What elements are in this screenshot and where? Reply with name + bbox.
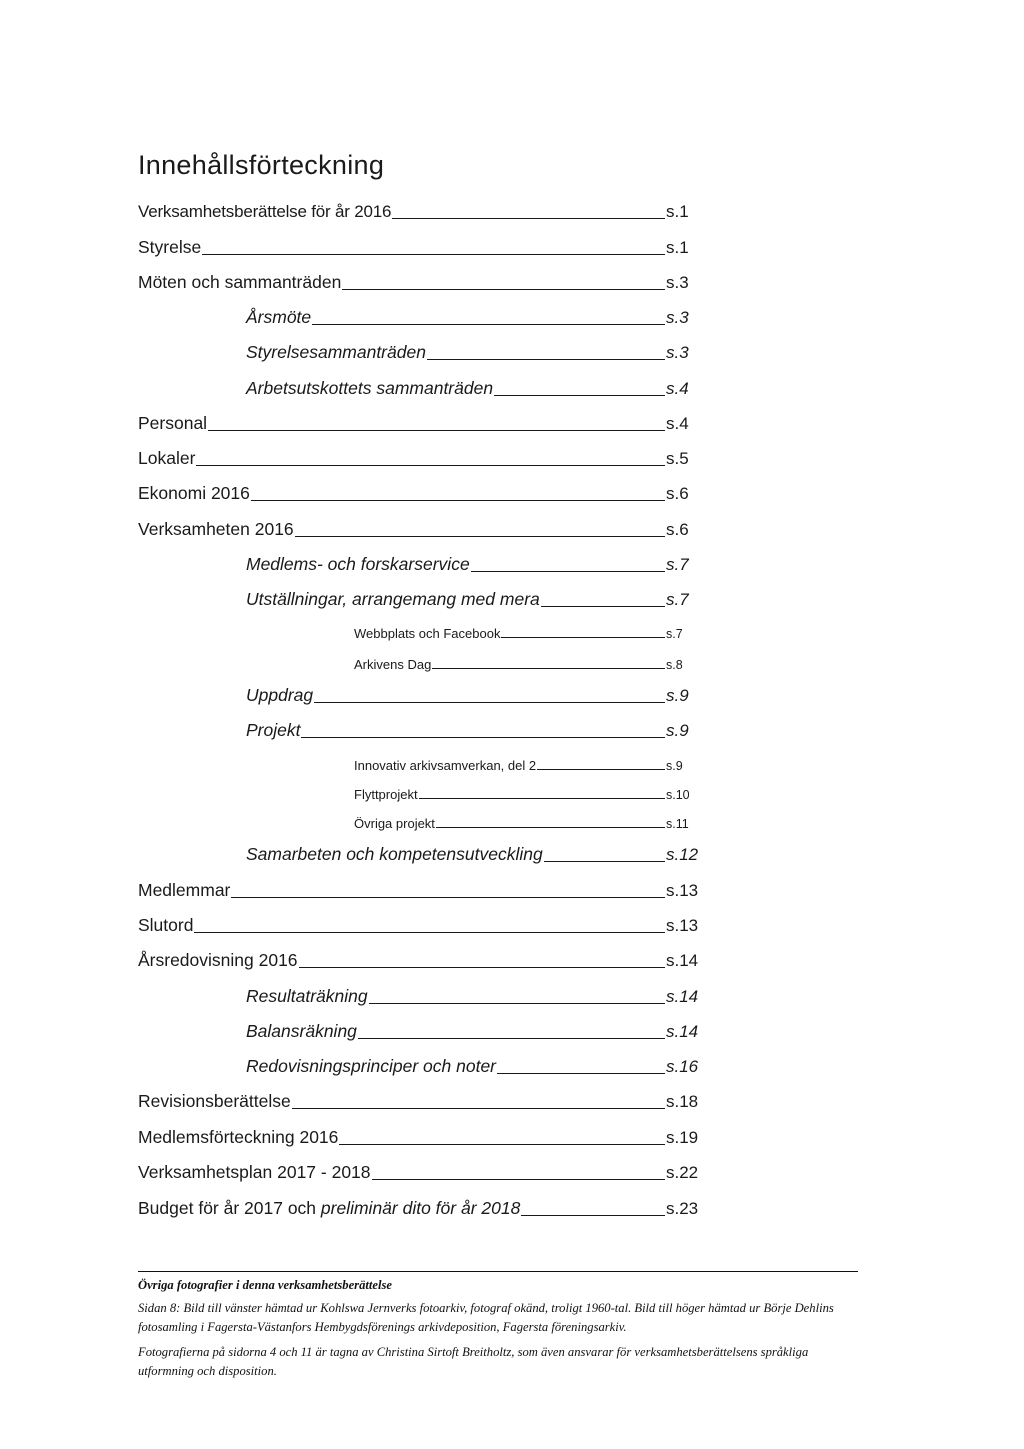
toc-leader-line: [358, 1038, 665, 1039]
toc-entry-page: s.6: [666, 520, 689, 539]
toc-entry-label: Styrelsesammanträden: [246, 342, 426, 362]
toc-leader-line: [427, 359, 665, 360]
toc-leader-line: [497, 1073, 665, 1074]
page-title: Innehållsförteckning: [138, 150, 385, 180]
footnote-paragraph-2: Fotografierna på sidorna 4 och 11 är tagna av Christina Sirtoft Breitholtz, som även ansvarar för verksamhetsberättelsens språkliga utformning och disposition.: [138, 1345, 809, 1378]
toc-entry[interactable]: [138, 478, 696, 504]
toc-entry-page: s.9: [666, 759, 683, 773]
toc-entry[interactable]: [138, 443, 696, 469]
toc-leader-line: [494, 395, 665, 396]
toc-entry-label: Möten och sammanträden: [138, 272, 342, 292]
toc-leader-line: [419, 798, 665, 799]
toc-entry-label: Projekt: [246, 720, 301, 740]
toc-entry-page: s.5: [666, 449, 689, 468]
toc-entry[interactable]: [138, 875, 699, 901]
toc-entry[interactable]: [246, 1016, 699, 1042]
toc-entry[interactable]: [138, 1157, 699, 1183]
toc-entry[interactable]: [138, 1122, 699, 1148]
footnote-divider: [138, 1271, 858, 1272]
toc-entry-label: Medlemsförteckning 2016: [138, 1127, 339, 1147]
toc-entry[interactable]: [246, 584, 696, 610]
toc-entry-page: s.12: [666, 845, 699, 864]
toc-leader-line: [312, 324, 665, 325]
toc-entry-label: Medlems- och forskarservice: [246, 554, 470, 574]
toc-leader-line: [208, 430, 665, 431]
toc-leader-line: [471, 571, 665, 572]
toc-entry-page: s.14: [666, 951, 699, 970]
toc-entry-label: Uppdrag: [246, 685, 314, 705]
toc-entry-page: s.3: [666, 273, 689, 292]
toc-entry-label: Slutord: [138, 915, 194, 935]
toc-entry-label: Medlemmar: [138, 880, 231, 900]
toc-leader-line: [292, 1108, 665, 1109]
footnote-paragraph-1: Sidan 8: Bild till vänster hämtad ur Kohlswa Jernverks fotoarkiv, fotograf okänd, troligt 1960-tal. Bild till höger hämtad ur Börje Dehlins fotosamling i Fagersta-Västanfors Hembygdsförenings arkivdeposition, Fagersta föreningsarkiv.: [138, 1301, 834, 1334]
footnote-heading: Övriga fotografier i denna verksamhetsberättelse: [138, 1278, 392, 1292]
toc-entry-label: Personal: [138, 413, 208, 433]
toc-entry-page: s.8: [666, 658, 683, 672]
toc-entry-page: s.4: [666, 379, 689, 398]
toc-entry-page: s.19: [666, 1128, 699, 1147]
toc-entry[interactable]: [246, 337, 696, 363]
toc-entry-label: Samarbeten och kompetensutveckling: [246, 844, 543, 864]
footnote: [138, 1276, 850, 1387]
toc-entry-page: s.14: [666, 1022, 699, 1041]
toc-leader-line: [295, 536, 665, 537]
toc-leader-line: [372, 1179, 665, 1180]
toc-entry-label: Verksamhetsberättelse för år 2016: [138, 202, 392, 221]
toc-entry-label: Årsmöte: [246, 307, 312, 327]
toc-entry-label: Innovativ arkivsamverkan, del 2: [354, 758, 537, 773]
toc-entry[interactable]: [246, 715, 696, 741]
toc-entry[interactable]: [138, 1193, 699, 1219]
toc-entry-page: s.7: [666, 590, 689, 609]
toc-entry-page: s.4: [666, 414, 689, 433]
toc-entry-page: s.1: [666, 238, 689, 257]
toc-entry[interactable]: [354, 753, 696, 773]
toc-leader-line: [342, 289, 665, 290]
toc-entry[interactable]: [246, 1051, 699, 1077]
toc-entry-page: s.1: [666, 202, 689, 221]
toc-leader-line: [299, 967, 665, 968]
toc-leader-line: [231, 897, 665, 898]
toc-entry[interactable]: [138, 1086, 699, 1112]
toc-leader-line: [541, 606, 665, 607]
toc-entry-label: Webbplats och Facebook: [354, 626, 501, 641]
toc-entry[interactable]: [246, 981, 699, 1007]
toc-entry-label-italic: preliminär dito för år 2018: [320, 1198, 521, 1218]
toc-entry-label: Revisionsberättelse: [138, 1091, 291, 1111]
toc-leader-line: [432, 668, 665, 669]
toc-entry-label: Verksamhetsplan 2017 - 2018: [138, 1162, 371, 1182]
toc-entry-page: s.18: [666, 1092, 699, 1111]
toc-entry-page: s.10: [666, 788, 690, 802]
toc-entry-page: s.13: [666, 881, 699, 900]
toc-entry[interactable]: [354, 782, 696, 802]
toc-entry-page: s.13: [666, 916, 699, 935]
toc-leader-line: [301, 737, 665, 738]
toc-entry-page: s.14: [666, 987, 699, 1006]
toc-entry-page: s.7: [666, 627, 683, 641]
toc-entry-page: s.9: [666, 686, 689, 705]
toc-entry-label: Arbetsutskottets sammanträden: [246, 378, 494, 398]
toc-entry[interactable]: [246, 373, 696, 399]
toc-leader-line: [194, 932, 665, 933]
toc-entry-page: s.22: [666, 1163, 699, 1182]
toc-entry-page: s.16: [666, 1057, 699, 1076]
toc-entry-label: Lokaler: [138, 448, 196, 468]
toc-entry[interactable]: [138, 514, 696, 540]
toc-leader-line: [369, 1003, 665, 1004]
toc-entry[interactable]: [246, 839, 699, 865]
toc-entry-page: s.6: [666, 484, 689, 503]
toc-entry[interactable]: [354, 652, 696, 672]
toc-leader-line: [392, 218, 665, 219]
toc-entry-page: s.23: [666, 1199, 699, 1218]
toc-entry-label: Styrelse: [138, 237, 202, 257]
toc-entry-page: s.3: [666, 343, 689, 362]
toc-entry-page: s.9: [666, 721, 689, 740]
toc-entry-label: Ekonomi 2016: [138, 483, 250, 503]
toc-leader-line: [314, 702, 665, 703]
toc-entry-label: Budget för år 2017 och preliminär dito för år 2018: [138, 1198, 521, 1218]
toc-entry[interactable]: [354, 621, 696, 641]
toc-entry[interactable]: [138, 910, 699, 936]
toc-entry-label: Redovisningsprinciper och noter: [246, 1056, 496, 1076]
toc-entry-label: Verksamheten 2016: [138, 519, 294, 539]
toc-entry-label: Utställningar, arrangemang med mera: [246, 589, 540, 609]
toc-entry-page: s.11: [666, 817, 689, 831]
toc-entry-label: Resultaträkning: [246, 986, 368, 1006]
toc-leader-line: [544, 861, 665, 862]
toc-leader-line: [537, 769, 665, 770]
toc-entry-label: Balansräkning: [246, 1021, 357, 1041]
toc-leader-line: [251, 500, 665, 501]
toc-entry-page: s.3: [666, 308, 689, 327]
toc-leader-line: [501, 637, 665, 638]
toc-entry[interactable]: [138, 196, 696, 222]
toc-leader-line: [202, 254, 665, 255]
toc-entry[interactable]: [138, 267, 696, 293]
toc-entry[interactable]: [138, 945, 699, 971]
toc-entry-label: Arkivens Dag: [354, 657, 432, 672]
toc-entry[interactable]: [246, 302, 696, 328]
toc-leader-line: [521, 1215, 665, 1216]
toc-leader-line: [196, 465, 665, 466]
toc-entry-page: s.7: [666, 555, 689, 574]
toc-entry-label: Årsredovisning 2016: [138, 950, 298, 970]
toc-leader-line: [436, 827, 665, 828]
toc-entry-label: Flyttprojekt: [354, 787, 418, 802]
toc-entry[interactable]: [354, 811, 696, 831]
toc-entry[interactable]: [246, 680, 696, 706]
toc-entry[interactable]: [138, 232, 696, 258]
toc-leader-line: [339, 1144, 665, 1145]
toc-entry[interactable]: [246, 549, 696, 575]
toc-entry[interactable]: [138, 408, 696, 434]
toc-entry-label: Övriga projekt: [354, 816, 435, 831]
